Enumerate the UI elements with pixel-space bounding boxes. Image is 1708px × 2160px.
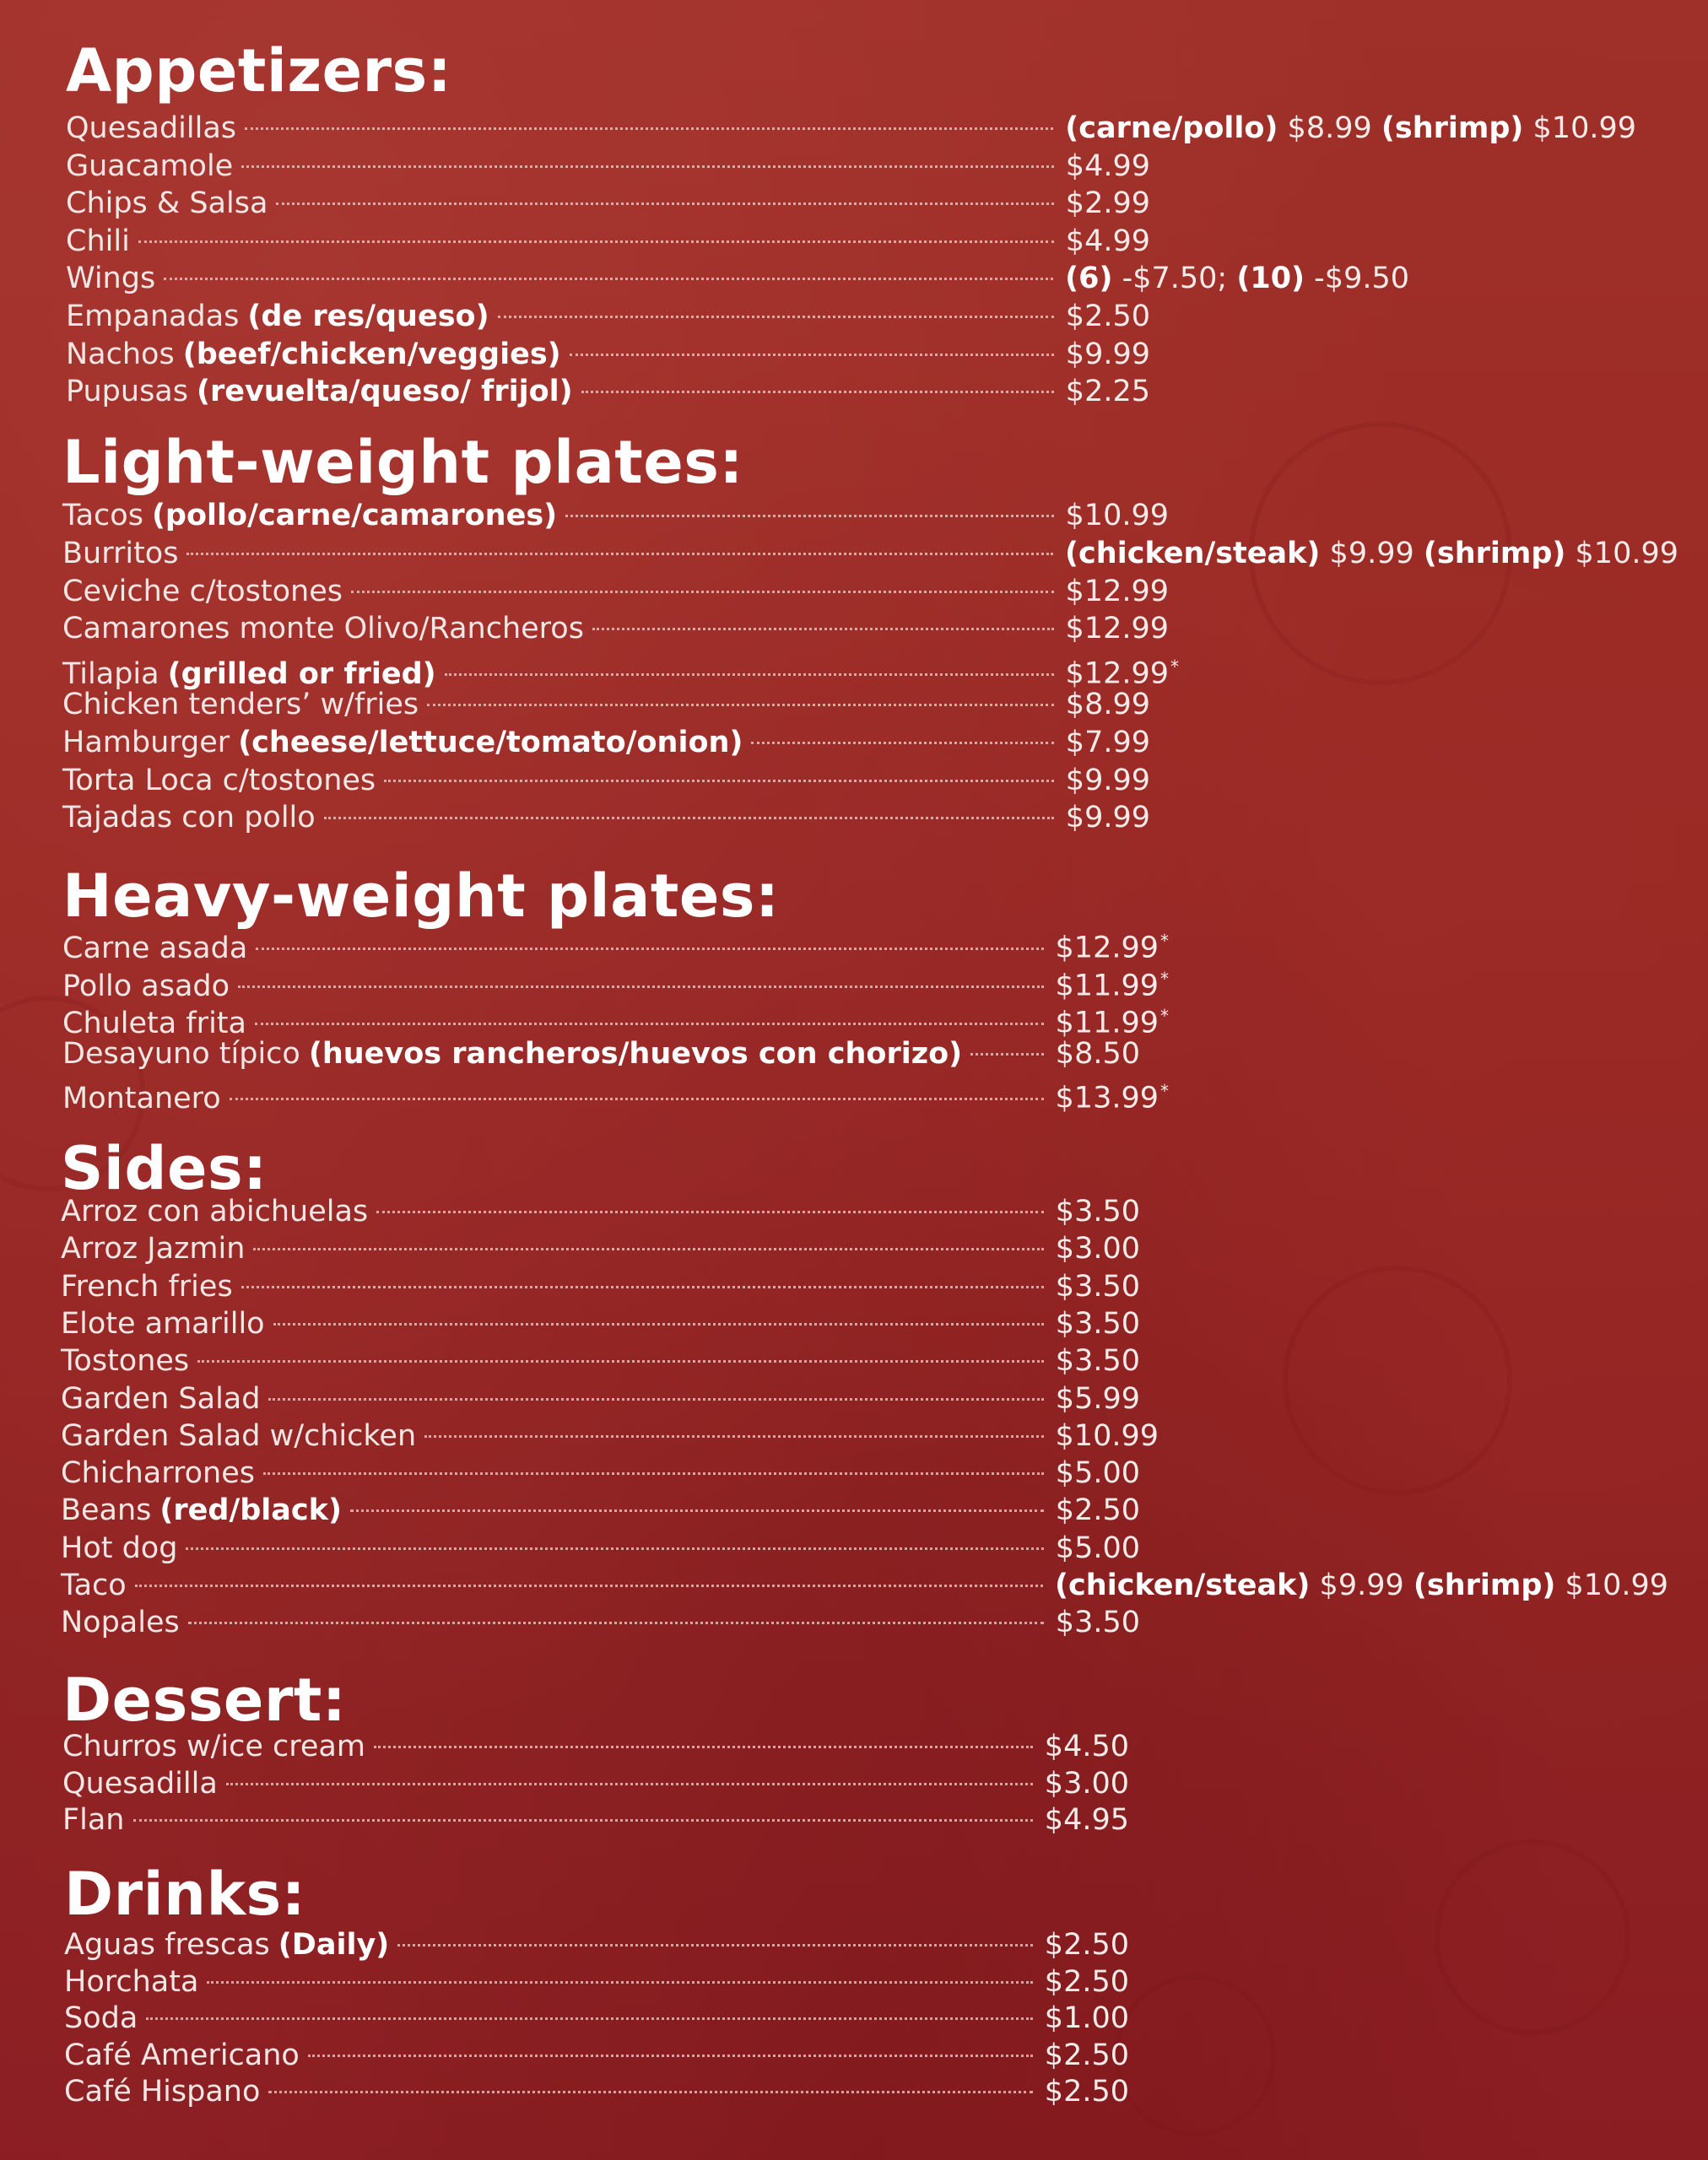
menu-item xyxy=(62,1801,1129,1839)
price-qualifier: (10) xyxy=(1236,262,1305,295)
dot-leader xyxy=(273,1323,1044,1326)
item-price xyxy=(1066,373,1150,410)
price-amount: $9.99 xyxy=(1065,801,1150,834)
menu-item xyxy=(66,185,1150,222)
item-price xyxy=(1056,1604,1140,1641)
dot-leader xyxy=(376,1211,1044,1213)
dot-leader xyxy=(253,1248,1043,1250)
item-name-group xyxy=(61,1342,189,1380)
item-name: Taco xyxy=(61,1569,127,1602)
dot-leader xyxy=(268,1398,1043,1401)
menu-item xyxy=(62,762,1150,799)
dot-leader xyxy=(384,780,1054,782)
price-amount: $8.99 xyxy=(1278,111,1381,145)
item-price xyxy=(1056,1035,1140,1072)
price-amount: $13.99 xyxy=(1055,1081,1159,1115)
price-amount: $3.00 xyxy=(1055,1232,1140,1266)
item-name: Ceviche c/tostones xyxy=(62,575,343,608)
price-amount: $10.99 xyxy=(1523,111,1636,145)
price-amount: $10.99 xyxy=(1065,499,1169,532)
item-name-group xyxy=(62,1035,962,1072)
menu-item xyxy=(61,1342,1140,1380)
dot-leader xyxy=(308,2055,1033,2057)
dot-leader xyxy=(245,127,1053,130)
item-note: (revuelta/queso/ frijol) xyxy=(197,375,573,408)
price-amount: $9.99 xyxy=(1310,1569,1413,1602)
menu-item xyxy=(66,110,1636,147)
price-amount: $3.50 xyxy=(1055,1344,1140,1378)
dot-leader xyxy=(268,2091,1032,2093)
price-amount: $3.50 xyxy=(1055,1606,1140,1639)
item-price xyxy=(1045,1926,1129,1963)
dot-leader xyxy=(241,1286,1044,1288)
item-name: Churros w/ice cream xyxy=(62,1730,365,1763)
item-name: Chicharrones xyxy=(61,1456,255,1490)
item-price xyxy=(1066,185,1150,222)
menu-item xyxy=(61,1380,1140,1418)
price-amount: $3.50 xyxy=(1055,1270,1140,1304)
item-price xyxy=(1056,1305,1140,1342)
item-name: Tilapia xyxy=(62,656,159,691)
menu-item xyxy=(62,686,1150,723)
item-name: Hot dog xyxy=(61,1531,178,1565)
menu-item xyxy=(64,2000,1129,2037)
price-amount: $12.99 xyxy=(1065,612,1169,645)
item-name: Hamburger xyxy=(62,726,230,759)
item-price xyxy=(1066,573,1169,610)
item-price xyxy=(1066,336,1150,373)
price-amount: $10.99 xyxy=(1055,1419,1159,1453)
dot-leader xyxy=(324,817,1054,819)
price-amount: $12.99 xyxy=(1055,931,1159,965)
menu-item xyxy=(64,1926,1129,1963)
menu-item xyxy=(66,298,1150,335)
price-amount: $2.50 xyxy=(1044,2075,1129,2109)
item-name-group xyxy=(61,1193,368,1230)
dot-leader xyxy=(424,1435,1043,1438)
menu-item xyxy=(62,610,1169,647)
item-name-group xyxy=(61,1305,265,1342)
price-amount: $3.00 xyxy=(1044,1767,1129,1801)
price-amount: $10.99 xyxy=(1555,1569,1668,1602)
item-name: Quesadillas xyxy=(66,111,237,145)
item-price xyxy=(1066,148,1150,185)
item-price xyxy=(1066,223,1150,260)
menu-item xyxy=(61,1418,1159,1455)
dot-leader xyxy=(207,1981,1032,1984)
item-name-group xyxy=(62,1080,221,1117)
menu-item xyxy=(62,799,1150,836)
item-name: Aguas frescas xyxy=(64,1928,270,1962)
price-amount: $2.25 xyxy=(1065,375,1150,408)
item-name-group xyxy=(61,1492,342,1529)
item-name-group xyxy=(66,336,561,373)
dot-leader xyxy=(581,391,1054,393)
dot-leader xyxy=(263,1472,1044,1475)
item-name-group xyxy=(66,373,573,410)
dot-leader xyxy=(970,1053,1044,1056)
menu-item xyxy=(66,148,1150,185)
item-name-group xyxy=(61,1455,255,1492)
price-footnote-mark: * xyxy=(1170,656,1179,677)
menu-item xyxy=(61,1305,1140,1342)
price-qualifier: (shrimp) xyxy=(1413,1569,1556,1602)
menu-item xyxy=(62,573,1169,610)
item-name: Desayuno típico xyxy=(62,1037,300,1071)
price-footnote-mark: * xyxy=(1160,969,1169,989)
item-price xyxy=(1066,298,1150,335)
price-amount: $5.99 xyxy=(1055,1382,1140,1416)
item-price xyxy=(1056,1380,1140,1418)
item-name-group xyxy=(66,110,236,147)
dot-leader xyxy=(238,986,1044,988)
item-name: Elote amarillo xyxy=(61,1307,265,1341)
item-name-group xyxy=(62,610,584,647)
menu-item xyxy=(66,336,1150,373)
item-name-group xyxy=(61,1567,127,1604)
item-name-group xyxy=(61,1268,233,1305)
menu-item xyxy=(64,2037,1129,2074)
section-heading: Dessert: xyxy=(62,1666,347,1735)
price-qualifier: (carne/pollo) xyxy=(1065,111,1278,145)
item-name: Beans xyxy=(61,1493,152,1527)
price-amount: $3.50 xyxy=(1055,1195,1140,1228)
item-price xyxy=(1056,1342,1140,1380)
item-price xyxy=(1065,110,1636,147)
dot-leader xyxy=(565,515,1053,517)
price-amount: $5.00 xyxy=(1055,1531,1140,1565)
menu-item xyxy=(62,960,1169,1003)
item-name-group xyxy=(62,573,343,610)
item-name: Horchata xyxy=(64,1965,199,1999)
item-name-group xyxy=(66,148,233,185)
price-qualifier: (chicken/steak) xyxy=(1055,1569,1311,1602)
price-amount: $2.99 xyxy=(1065,186,1150,220)
item-name-group xyxy=(64,1926,389,1963)
section-heading: Heavy-weight plates: xyxy=(62,861,780,931)
menu-item xyxy=(62,1035,1140,1072)
item-price xyxy=(1066,686,1150,723)
price-footnote-mark: * xyxy=(1160,931,1169,951)
menu-item xyxy=(62,648,1179,691)
menu-item xyxy=(62,997,1169,1040)
item-price xyxy=(1056,1418,1159,1455)
item-price xyxy=(1066,724,1150,761)
item-name-group xyxy=(66,298,489,335)
price-amount: $10.99 xyxy=(1565,537,1678,570)
dot-leader xyxy=(427,704,1054,706)
price-amount: -$7.50; xyxy=(1112,262,1237,295)
menu-item xyxy=(62,1072,1169,1115)
price-amount: $8.50 xyxy=(1055,1037,1140,1071)
price-amount: $2.50 xyxy=(1044,2038,1129,2072)
item-name-group xyxy=(64,2037,300,2074)
price-amount: $3.50 xyxy=(1055,1307,1140,1341)
price-amount: $4.50 xyxy=(1044,1730,1129,1763)
item-name: Montanero xyxy=(62,1081,221,1115)
item-note: (huevos rancheros/huevos con chorizo) xyxy=(308,1037,963,1071)
item-name-group xyxy=(62,799,316,836)
dot-leader xyxy=(230,1098,1044,1100)
dot-leader xyxy=(146,2017,1033,2020)
price-amount: $2.50 xyxy=(1044,1928,1129,1962)
dot-leader xyxy=(350,1509,1044,1512)
item-name: Empanadas xyxy=(66,300,240,333)
item-price xyxy=(1065,260,1409,297)
item-name: Nopales xyxy=(61,1606,180,1639)
item-name-group xyxy=(61,1530,177,1567)
menu-item xyxy=(62,922,1169,965)
item-note: (red/black) xyxy=(159,1493,342,1527)
dot-leader xyxy=(197,1360,1044,1363)
item-name-group xyxy=(62,535,178,572)
item-price xyxy=(1045,1801,1129,1839)
item-name-group xyxy=(66,223,130,260)
item-name: Pollo asado xyxy=(62,969,230,1003)
item-name: Chili xyxy=(66,224,130,258)
item-name: Pupusas xyxy=(66,375,188,408)
item-price xyxy=(1066,610,1169,647)
price-amount: $8.99 xyxy=(1065,688,1150,721)
item-name: Camarones monte Olivo/Rancheros xyxy=(62,612,584,645)
price-amount: $4.95 xyxy=(1044,1803,1129,1837)
item-price xyxy=(1066,497,1169,534)
item-name: Garden Salad xyxy=(61,1382,261,1416)
menu-item xyxy=(61,1193,1140,1230)
dot-leader xyxy=(255,1023,1044,1025)
menu-item xyxy=(66,373,1150,410)
item-name-group xyxy=(61,1418,416,1455)
item-name-group xyxy=(62,1728,365,1765)
background-swirl xyxy=(1283,1266,1512,1495)
item-price xyxy=(1045,1963,1129,2001)
item-price xyxy=(1066,762,1150,799)
price-footnote-mark: * xyxy=(1160,1081,1169,1101)
dot-leader xyxy=(751,742,1053,744)
item-price xyxy=(1056,1072,1169,1117)
section-heading: Sides: xyxy=(61,1134,268,1203)
dot-leader xyxy=(164,278,1053,280)
item-name: Guacamole xyxy=(66,149,234,183)
price-amount: $5.00 xyxy=(1055,1456,1140,1490)
dot-leader xyxy=(186,553,1053,555)
menu-item xyxy=(61,1230,1140,1267)
dot-leader xyxy=(138,240,1054,243)
menu-item xyxy=(64,2073,1129,2110)
menu-item xyxy=(61,1268,1140,1305)
dot-leader xyxy=(351,591,1054,593)
item-name-group xyxy=(64,1963,198,2001)
menu-item xyxy=(61,1567,1668,1604)
background-swirl xyxy=(1114,1974,1276,2136)
price-amount: $7.99 xyxy=(1065,726,1150,759)
dot-leader xyxy=(498,316,1054,318)
menu-item xyxy=(62,497,1169,534)
price-amount: $4.99 xyxy=(1065,149,1150,183)
item-note: (Daily) xyxy=(278,1928,390,1962)
item-name: Carne asada xyxy=(62,931,248,965)
price-amount: $9.99 xyxy=(1320,537,1424,570)
item-price xyxy=(1056,1193,1140,1230)
dot-leader xyxy=(241,165,1054,168)
item-note: (cheese/lettuce/tomato/onion) xyxy=(238,726,743,759)
item-name-group xyxy=(62,1801,125,1839)
section-heading: Appetizers: xyxy=(66,36,452,105)
item-price xyxy=(1045,2073,1129,2110)
item-name: Tostones xyxy=(61,1344,190,1378)
item-note: (beef/chicken/veggies) xyxy=(182,338,561,371)
item-name: Tacos xyxy=(62,499,143,532)
item-price xyxy=(1045,2000,1129,2037)
item-name-group xyxy=(61,1604,180,1641)
item-price xyxy=(1065,535,1678,572)
price-amount: $12.99 xyxy=(1065,656,1169,691)
dot-leader xyxy=(445,673,1054,676)
item-name-group xyxy=(62,497,557,534)
dot-leader xyxy=(276,202,1053,205)
background-swirl xyxy=(1435,1839,1630,2035)
item-name: Flan xyxy=(62,1803,125,1837)
item-price xyxy=(1056,1455,1140,1492)
menu-item xyxy=(62,535,1678,572)
item-name: Arroz Jazmin xyxy=(61,1232,246,1266)
item-name-group xyxy=(66,260,155,297)
item-note: (grilled or fried) xyxy=(167,656,436,691)
menu-item xyxy=(64,1963,1129,2001)
menu-item xyxy=(61,1455,1140,1492)
item-name: Tajadas con pollo xyxy=(62,801,316,834)
item-name: Arroz con abichuelas xyxy=(61,1195,369,1228)
item-note: (de res/queso) xyxy=(247,300,489,333)
price-amount: $9.99 xyxy=(1065,338,1150,371)
item-note: (pollo/carne/camarones) xyxy=(151,499,558,532)
menu-item xyxy=(61,1530,1140,1567)
menu-item xyxy=(62,1728,1129,1765)
price-amount: $1.00 xyxy=(1044,2001,1129,2035)
item-name: Nachos xyxy=(66,338,175,371)
item-name-group xyxy=(64,2000,138,2037)
price-amount: $2.50 xyxy=(1055,1493,1140,1527)
dot-leader xyxy=(133,1819,1033,1822)
price-qualifier: (6) xyxy=(1065,262,1113,295)
price-qualifier: (shrimp) xyxy=(1381,111,1524,145)
dot-leader xyxy=(592,628,1054,630)
menu-item xyxy=(62,1765,1129,1802)
dot-leader xyxy=(374,1746,1033,1748)
dot-leader xyxy=(186,1547,1043,1550)
price-amount: $11.99 xyxy=(1055,1006,1159,1040)
price-amount: $11.99 xyxy=(1055,969,1159,1003)
section-heading: Light-weight plates: xyxy=(62,428,743,497)
dot-leader xyxy=(570,354,1054,356)
item-name: Burritos xyxy=(62,537,179,570)
item-price xyxy=(1066,799,1150,836)
item-name-group xyxy=(62,686,419,723)
item-name-group xyxy=(61,1230,245,1267)
dot-leader xyxy=(188,1622,1044,1624)
menu-item xyxy=(62,724,1150,761)
item-name: Chicken tenders’ w/fries xyxy=(62,688,419,721)
item-name: French fries xyxy=(61,1270,233,1304)
item-name: Quesadilla xyxy=(62,1767,218,1801)
menu-item xyxy=(61,1604,1140,1641)
price-amount: $2.50 xyxy=(1044,1965,1129,1999)
dot-leader xyxy=(256,948,1043,950)
item-name: Chuleta frita xyxy=(62,1006,246,1040)
item-price xyxy=(1045,1765,1129,1802)
item-price xyxy=(1056,1530,1140,1567)
item-name: Soda xyxy=(64,2001,138,2035)
item-name-group xyxy=(62,762,376,799)
price-amount: $4.99 xyxy=(1065,224,1150,258)
item-name-group xyxy=(66,185,268,222)
item-name: Café Americano xyxy=(64,2038,300,2072)
item-price xyxy=(1056,1268,1140,1305)
item-name: Wings xyxy=(66,262,156,295)
price-amount: -$9.50 xyxy=(1305,262,1409,295)
price-qualifier: (shrimp) xyxy=(1423,537,1566,570)
item-name-group xyxy=(64,2073,260,2110)
price-amount: $9.99 xyxy=(1065,764,1150,797)
section-heading: Drinks: xyxy=(64,1860,306,1929)
dot-leader xyxy=(135,1585,1043,1587)
item-name-group xyxy=(62,724,743,761)
item-name-group xyxy=(62,1765,218,1802)
item-price xyxy=(1045,1728,1129,1765)
item-price xyxy=(1045,2037,1129,2074)
item-price xyxy=(1055,1567,1668,1604)
item-name: Torta Loca c/tostones xyxy=(62,764,376,797)
item-name: Café Hispano xyxy=(64,2075,261,2109)
dot-leader xyxy=(397,1944,1033,1947)
item-name: Chips & Salsa xyxy=(66,186,268,220)
menu-item xyxy=(61,1492,1140,1529)
menu-item xyxy=(66,260,1409,297)
price-amount: $2.50 xyxy=(1065,300,1150,333)
price-amount: $12.99 xyxy=(1065,575,1169,608)
item-price xyxy=(1056,1492,1140,1529)
item-price xyxy=(1056,1230,1140,1267)
dot-leader xyxy=(226,1783,1033,1785)
menu-item xyxy=(66,223,1150,260)
item-name-group xyxy=(61,1380,260,1418)
price-qualifier: (chicken/steak) xyxy=(1065,537,1321,570)
price-footnote-mark: * xyxy=(1160,1006,1169,1026)
item-name: Garden Salad w/chicken xyxy=(61,1419,417,1453)
